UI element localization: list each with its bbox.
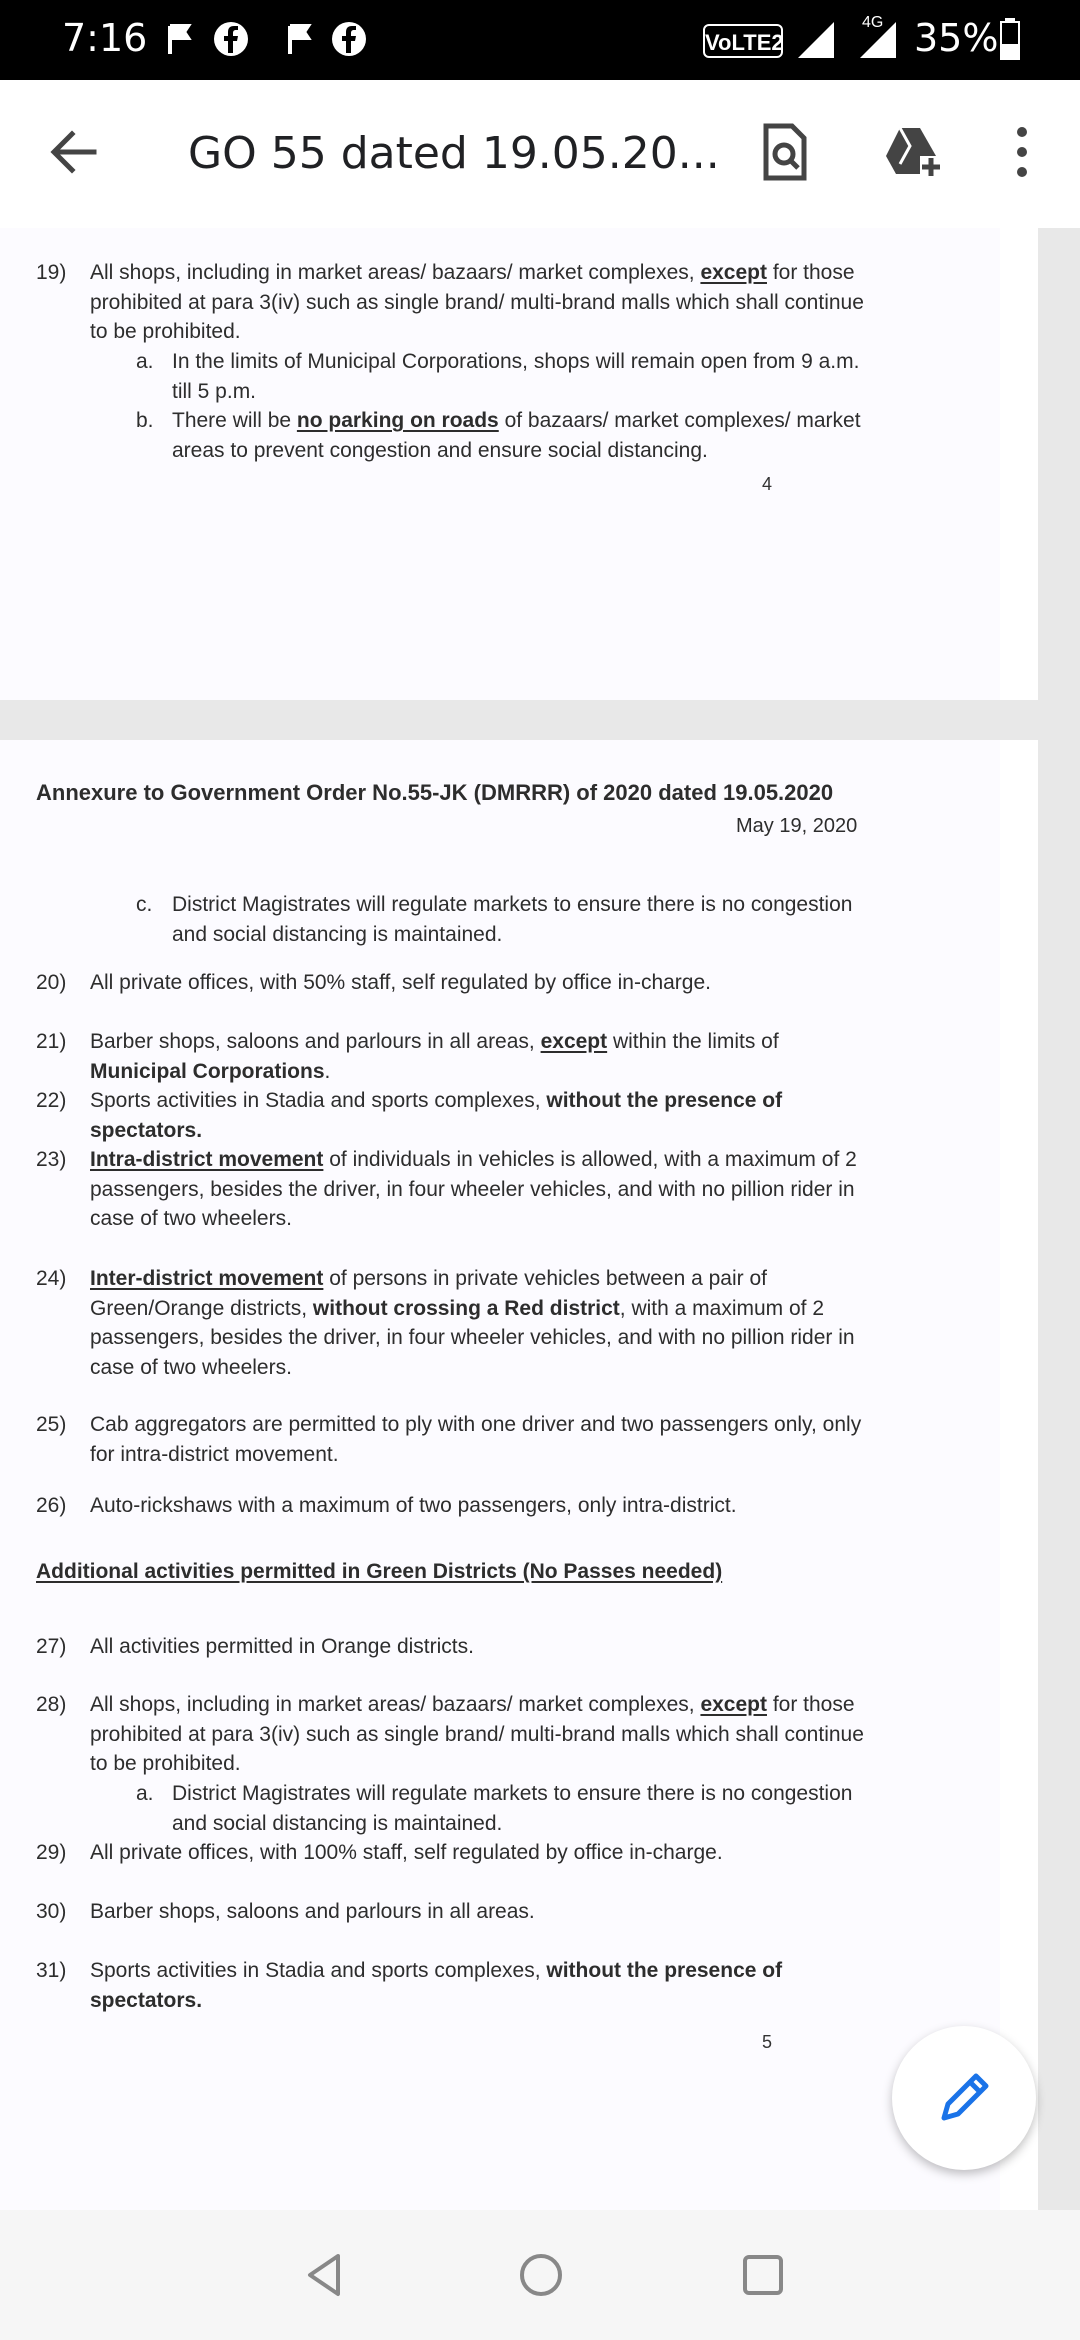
item-number: 19)	[36, 261, 67, 284]
network-type-badge: 4G	[862, 14, 884, 31]
edit-button[interactable]	[892, 2026, 1036, 2170]
document-page-4	[0, 228, 1038, 700]
pencil-icon	[932, 2066, 996, 2130]
list-item-28: 28) All shops, including in market areas/ bazaars/ market complexes, except for those prohibited at para 3(iv) such as single brand/ multi-brand malls which shall continue to be prohibited.	[36, 1693, 864, 1775]
battery-icon	[1000, 18, 1020, 60]
signal-icon-secondary	[852, 18, 898, 60]
list-item-22: 22) Sports activities in Stadia and sports complexes, without the presence of spectators.	[36, 1089, 783, 1142]
annexure-header: Annexure to Government Order No.55-JK (DMRRR) of 2020 dated 19.05.2020	[36, 780, 834, 805]
list-subitem-19b: b. There will be no parking on roads of bazaars/ market complexes/ market areas to prevent congestion and ensure social distancing.	[136, 409, 861, 462]
notification-flag-icon	[160, 20, 198, 58]
list-item-25: 25) Cab aggregators are permitted to ply with one driver and two passengers only, only for intra-district movement.	[36, 1413, 862, 1466]
list-item-20: 20) All private offices, with 50% staff, self regulated by office in-charge.	[36, 971, 711, 994]
document-title: GO 55 dated 19.05.20...	[188, 128, 720, 179]
document-page-5	[0, 740, 1038, 2210]
list-item-24: 24) Inter-district movement of persons in private vehicles between a pair of Green/Orange districts, without crossing a Red district, with a maximum of 2 passengers, besides the driver, in four wheeler vehicles, and with no pillion rider in case of two wheelers.	[36, 1267, 855, 1379]
nav-back-icon[interactable]	[300, 2250, 350, 2300]
page-number: 4	[762, 474, 773, 494]
nav-recents-icon[interactable]	[738, 2250, 788, 2300]
document-viewer[interactable]	[0, 228, 1080, 2210]
list-item-29: 29) All private offices, with 100% staff, self regulated by office in-charge.	[36, 1841, 723, 1864]
volte-badge: VoLTE2	[703, 24, 783, 58]
back-arrow-icon[interactable]	[42, 120, 106, 184]
section-heading: Additional activities permitted in Green Districts (No Passes needed)	[36, 1560, 723, 1583]
add-to-drive-icon[interactable]	[880, 120, 944, 184]
list-item-23: 23) Intra-district movement of individuals in vehicles is allowed, with a maximum of 2 passengers, besides the driver, in four wheeler vehicles, and with no pillion rider in case of two wheelers.	[36, 1148, 857, 1230]
app-bar	[0, 80, 1080, 228]
item-text: All shops, including in market areas/ bazaars/ market complexes, except for those prohibited at para 3(iv) such as single brand/ multi-brand malls which shall continue to be prohibited.	[90, 261, 864, 343]
list-subitem-28a: a. District Magistrates will regulate markets to ensure there is no congestion and social distancing is maintained.	[136, 1782, 853, 1835]
more-options-icon[interactable]	[990, 120, 1054, 184]
list-item-27: 27) All activities permitted in Orange districts.	[36, 1635, 474, 1658]
list-item-21: 21) Barber shops, saloons and parlours in all areas, except within the limits of Municipal Corporations.	[36, 1030, 779, 1083]
list-item-30: 30) Barber shops, saloons and parlours in all areas.	[36, 1900, 535, 1923]
list-subitem-c: c. District Magistrates will regulate markets to ensure there is no congestion and social distancing is maintained.	[136, 893, 853, 946]
list-item-26: 26) Auto-rickshaws with a maximum of two passengers, only intra-district.	[36, 1494, 737, 1517]
list-item-31: 31) Sports activities in Stadia and sports complexes, without the presence of spectators.	[36, 1959, 783, 2012]
status-bar	[0, 0, 1080, 80]
notification-flag-icon	[280, 20, 318, 58]
page-number: 5	[762, 2032, 773, 2052]
facebook-icon	[330, 20, 368, 58]
document-date: May 19, 2020	[736, 815, 858, 837]
battery-percent: 35%	[914, 16, 999, 60]
signal-icon	[796, 18, 836, 60]
find-in-document-icon[interactable]	[752, 120, 816, 184]
system-navigation-bar	[0, 2210, 1080, 2340]
facebook-icon	[212, 20, 250, 58]
nav-home-icon[interactable]	[516, 2250, 566, 2300]
clock: 7:16	[62, 16, 148, 60]
list-item-19	[36, 258, 866, 347]
list-subitem-19a: a. In the limits of Municipal Corporations, shops will remain open from 9 a.m. till 5 p.m.	[136, 350, 860, 403]
